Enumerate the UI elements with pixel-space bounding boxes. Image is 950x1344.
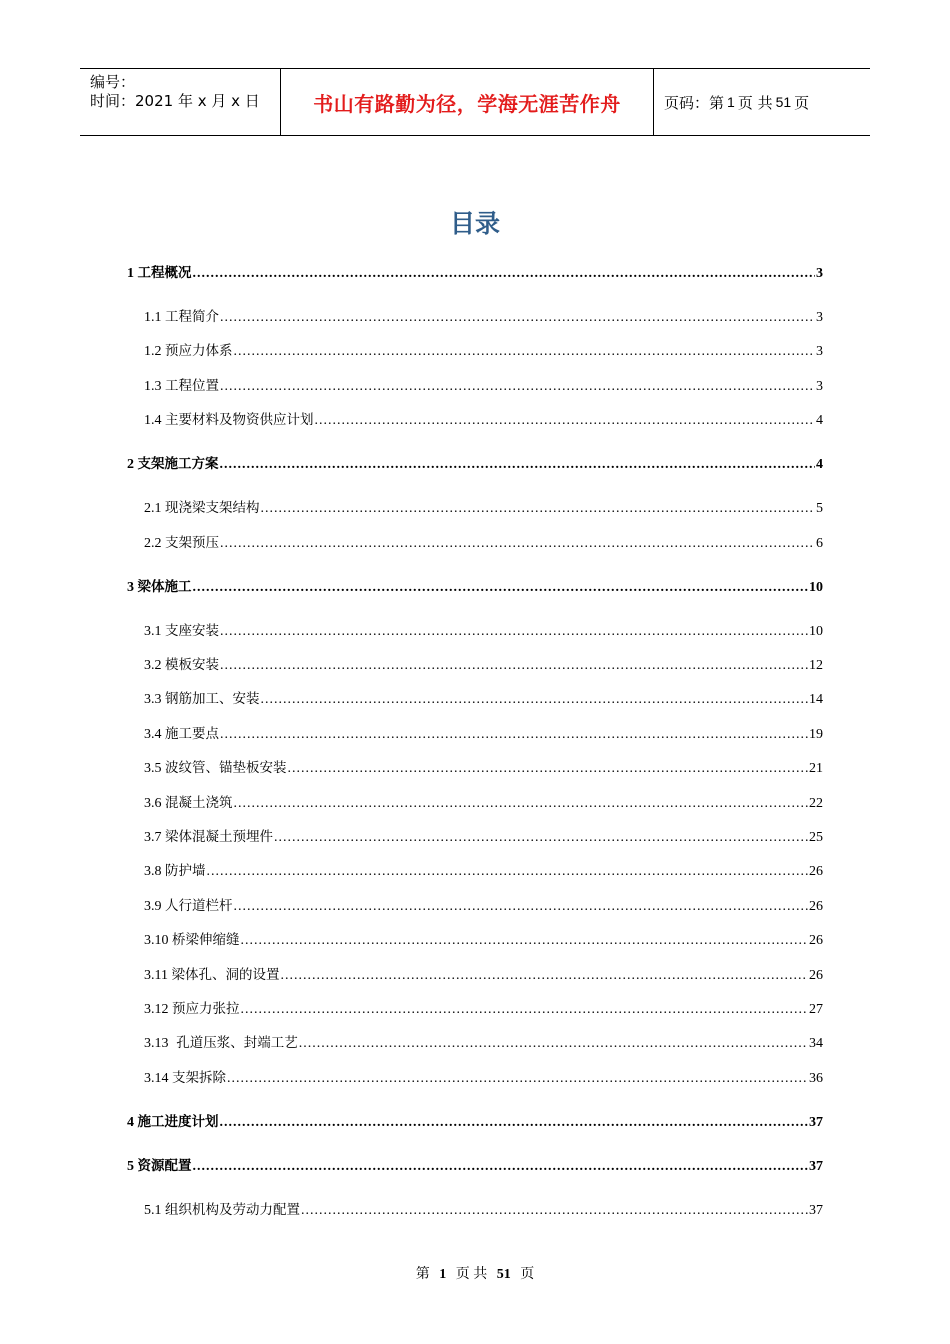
toc-section-entry[interactable] xyxy=(144,931,823,950)
toc-entry-page: 26 xyxy=(809,898,823,914)
toc-chapter-entry[interactable] xyxy=(127,578,823,597)
toc-entry-page: 27 xyxy=(809,1002,823,1017)
toc-entry-page: 34 xyxy=(809,1036,823,1052)
toc-entry-number: 5 xyxy=(127,1158,134,1174)
toc-entry-number: 3.12 xyxy=(144,1002,169,1017)
toc-dot-leader xyxy=(261,500,816,518)
toc-entry-number: 3.14 xyxy=(144,1070,169,1086)
toc-entry-page: 10 xyxy=(809,579,823,595)
toc-entry-title: 波纹管、锚垫板安装 xyxy=(165,760,287,777)
toc-entry-page: 22 xyxy=(809,795,823,811)
toc-entry-number: 3 xyxy=(127,579,134,595)
toc-dot-leader xyxy=(241,932,809,950)
toc-entry-number: 3.13 xyxy=(144,1036,169,1052)
toc-entry-title: 支架预压 xyxy=(165,534,219,551)
toc-entry-title: 资源配置 xyxy=(137,1157,192,1174)
footer-suffix: 页 xyxy=(520,1267,535,1282)
toc-dot-leader xyxy=(301,1202,808,1220)
toc-chapter-entry[interactable] xyxy=(127,455,823,474)
toc-section-entry[interactable] xyxy=(144,308,823,327)
header-page-prefix: 页码：第 xyxy=(664,93,725,112)
toc-entry-page: 25 xyxy=(809,830,823,845)
toc-dot-leader xyxy=(193,265,816,283)
toc-entry-number: 3.6 xyxy=(144,795,162,811)
toc-entry-number: 3.4 xyxy=(144,726,162,742)
toc-dot-leader xyxy=(193,1158,809,1176)
toc-section-entry[interactable] xyxy=(144,862,823,881)
toc-dot-leader xyxy=(220,1114,809,1132)
toc-section-entry[interactable] xyxy=(144,1000,823,1019)
toc-section-entry[interactable] xyxy=(144,499,823,518)
toc-entry-number: 1.3 xyxy=(144,378,162,394)
toc-entry-title: 支架施工方案 xyxy=(137,456,219,473)
toc-entry-number: 3.7 xyxy=(144,830,162,845)
toc-section-entry[interactable] xyxy=(144,725,823,744)
toc-dot-leader xyxy=(288,760,809,778)
toc-dot-leader xyxy=(241,1001,809,1019)
toc-dot-leader xyxy=(220,378,815,396)
footer-page-current: 1 xyxy=(439,1267,447,1282)
toc-entry-page: 36 xyxy=(809,1070,823,1086)
toc-entry-number: 3.9 xyxy=(144,898,162,914)
toc-entry-page: 37 xyxy=(809,1114,823,1130)
toc-dot-leader xyxy=(234,343,816,361)
toc-entry-page: 3 xyxy=(816,378,823,394)
toc-entry-title: 工程概况 xyxy=(137,265,192,281)
toc-section-entry[interactable] xyxy=(144,1034,823,1053)
toc-section-entry[interactable] xyxy=(144,690,823,709)
footer-prefix: 第 xyxy=(415,1267,430,1282)
toc-entry-page: 12 xyxy=(809,658,823,673)
toc-entry-number: 3.11 xyxy=(144,967,168,983)
document-number-label: 编号： xyxy=(90,73,136,91)
toc-entry-page: 3 xyxy=(816,344,823,360)
toc-entry-number: 3.8 xyxy=(144,864,162,880)
toc-section-entry[interactable] xyxy=(144,966,823,985)
toc-entry-title: 预应力体系 xyxy=(165,343,233,360)
footer-mid: 页 共 xyxy=(455,1267,488,1282)
toc-entry-number: 3.5 xyxy=(144,761,162,777)
toc-entry-title: 工程位置 xyxy=(165,377,219,394)
toc-dot-leader xyxy=(227,1070,808,1088)
toc-section-entry[interactable] xyxy=(144,1069,823,1088)
toc-entry-title: 支座安装 xyxy=(165,622,219,639)
toc-dot-leader xyxy=(193,579,809,597)
toc-entry-number: 3.10 xyxy=(144,933,169,949)
footer-page-total: 51 xyxy=(496,1267,511,1282)
toc-dot-leader xyxy=(299,1035,808,1053)
toc-entry-title: 工程简介 xyxy=(165,309,219,325)
toc-entry-page: 21 xyxy=(809,761,823,777)
toc-section-entry[interactable] xyxy=(144,1201,823,1220)
toc-entry-title: 支架拆除 xyxy=(172,1069,226,1086)
toc-chapter-entry[interactable] xyxy=(127,264,823,283)
toc-entry-title: 桥梁伸缩缝 xyxy=(172,932,240,949)
toc-entry-number: 2.1 xyxy=(144,501,162,517)
toc-entry-title: 孔道压浆、封端工艺 xyxy=(172,1035,298,1052)
toc-dot-leader xyxy=(220,657,808,675)
toc-entry-title: 梁体混凝土预埋件 xyxy=(165,829,273,845)
toc-entry-page: 4 xyxy=(816,413,823,429)
toc-section-entry[interactable] xyxy=(144,411,823,430)
toc-entry-number: 5.1 xyxy=(144,1202,162,1218)
toc-section-entry[interactable] xyxy=(144,759,823,778)
toc-section-entry[interactable] xyxy=(144,377,823,396)
header-page-mid: 页 共 xyxy=(737,93,773,112)
toc-entry-page: 3 xyxy=(816,310,823,325)
toc-entry-number: 4 xyxy=(127,1114,134,1130)
toc-entry-title: 梁体施工 xyxy=(137,578,192,595)
toc-section-entry[interactable] xyxy=(144,656,823,675)
toc-entry-title: 主要材料及物资供应计划 xyxy=(165,412,314,429)
toc-entry-title: 钢筋加工、安装 xyxy=(165,691,260,708)
toc-dot-leader xyxy=(234,795,809,813)
header-page-suffix: 页 xyxy=(794,93,810,112)
toc-dot-leader xyxy=(274,829,808,847)
toc-entry-title: 梁体孔、洞的设置 xyxy=(171,966,280,983)
toc-chapter-entry[interactable] xyxy=(127,1157,823,1176)
toc-entry-title: 防护墙 xyxy=(165,863,206,880)
toc-entry-title: 组织机构及劳动力配置 xyxy=(165,1201,300,1218)
toc-dot-leader xyxy=(234,898,809,916)
toc-section-entry[interactable] xyxy=(144,794,823,813)
toc-section-entry[interactable] xyxy=(144,342,823,361)
toc-dot-leader xyxy=(220,309,815,327)
toc-section-entry[interactable] xyxy=(144,622,823,641)
toc-entry-title: 施工进度计划 xyxy=(137,1113,219,1130)
toc-entry-page: 3 xyxy=(816,266,823,281)
toc-entry-number: 3.3 xyxy=(144,692,162,708)
header-motto: 书山有路勤为径，学海无涯苦作舟 xyxy=(281,69,654,135)
toc-entry-title: 预应力张拉 xyxy=(172,1001,240,1017)
toc-entry-title: 模板安装 xyxy=(165,657,219,673)
toc-section-entry[interactable] xyxy=(144,828,823,847)
toc-dot-leader xyxy=(207,863,809,881)
toc-entry-number: 2.2 xyxy=(144,535,162,551)
toc-section-entry[interactable] xyxy=(144,534,823,553)
toc-entry-number: 1.1 xyxy=(144,310,162,325)
toc-entry-page: 5 xyxy=(816,501,823,517)
toc-entry-number: 1.4 xyxy=(144,413,162,429)
toc-entry-number: 3.2 xyxy=(144,658,162,673)
toc-entry-page: 6 xyxy=(816,535,823,551)
toc-entry-page: 14 xyxy=(809,692,823,708)
toc-entry-title: 混凝土浇筑 xyxy=(165,794,233,811)
toc-chapter-entry[interactable] xyxy=(127,1113,823,1132)
toc-entry-title: 人行道栏杆 xyxy=(165,897,233,914)
toc-entry-page: 26 xyxy=(809,864,823,880)
toc-entry-page: 10 xyxy=(809,623,823,639)
toc-dot-leader xyxy=(261,691,809,709)
toc-entry-title: 施工要点 xyxy=(165,725,219,742)
toc-entry-page: 19 xyxy=(809,726,823,742)
toc-entry-title: 现浇梁支架结构 xyxy=(165,500,260,517)
toc-dot-leader xyxy=(280,967,808,985)
toc-dot-leader xyxy=(220,726,808,744)
toc-entry-page: 26 xyxy=(809,967,823,983)
toc-entry-page: 37 xyxy=(809,1158,823,1174)
toc-entry-page: 37 xyxy=(809,1202,823,1218)
toc-entry-page: 26 xyxy=(809,933,823,949)
toc-entry-number: 3.1 xyxy=(144,623,162,639)
toc-entry-number: 2 xyxy=(127,457,134,473)
header-page-total: 51 xyxy=(775,94,792,110)
toc-dot-leader xyxy=(220,456,816,474)
toc-entry-number: 1.2 xyxy=(144,344,162,360)
toc-entry-number: 1 xyxy=(127,266,134,281)
page-footer xyxy=(0,1263,950,1283)
toc-title: 目录 xyxy=(449,209,500,238)
toc-section-entry[interactable] xyxy=(144,897,823,916)
header-page-current: 1 xyxy=(727,94,735,110)
toc-dot-leader xyxy=(220,535,815,553)
toc-dot-leader xyxy=(220,623,808,641)
toc-dot-leader xyxy=(315,412,816,430)
toc-entry-page: 4 xyxy=(816,457,823,473)
document-time-label: 时间：2021 年 x 月 x 日 xyxy=(90,92,260,110)
